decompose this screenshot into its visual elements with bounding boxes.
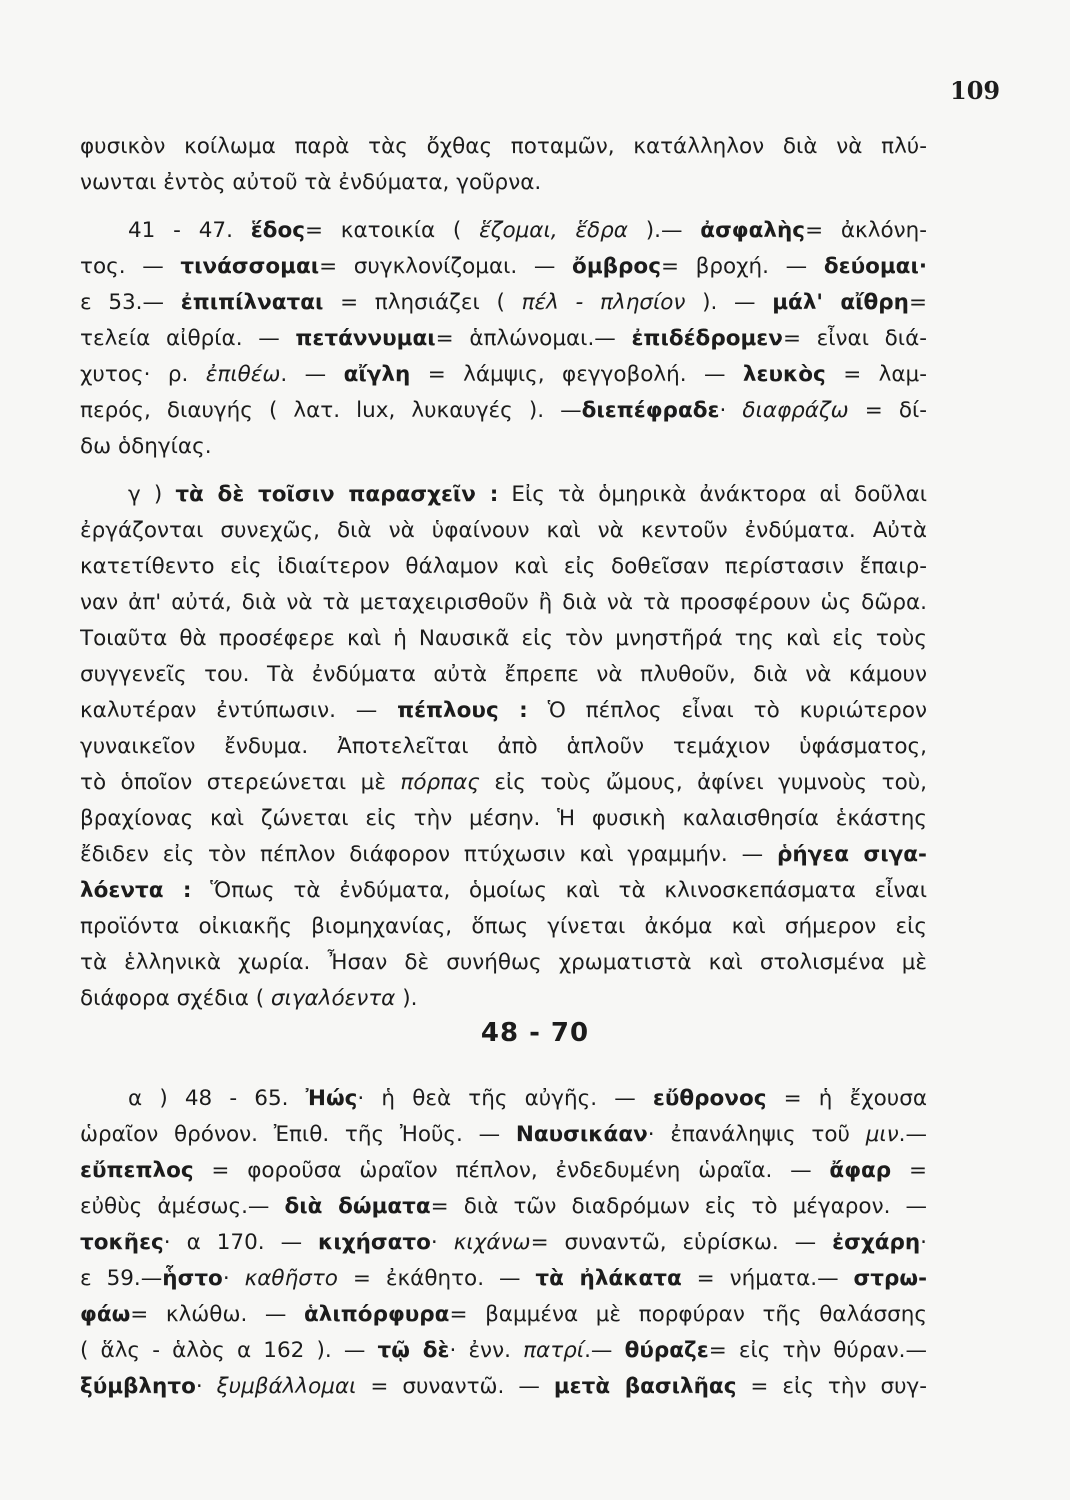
text-line: φυσικὸν κοίλωμα παρὰ τὰς ὄχθας ποταμῶν, κατάλληλον διὰ νὰ πλύ- — [80, 134, 927, 159]
text-line: γυναικεῖον ἔνδυμα. Ἀποτελεῖται ἀπὸ ἁπλοῦν τεμάχιον ὑφάσματος, — [80, 734, 927, 759]
text-line: νωνται ἐντὸς αὐτοῦ τὰ ἐνδύματα, γοῦρνα. — [80, 170, 542, 195]
text-line: δω ὁδηγίας. — [80, 434, 212, 459]
text-line: ξύμβλητο· ξυμβάλλομαι = συναντῶ. — μετὰ βασιλῆας = εἰς τὴν συγ- — [80, 1374, 927, 1399]
text-line: τὰ ἑλληνικὰ χωρία. Ἦσαν δὲ συνήθως χρωματιστὰ καὶ στολισμένα μὲ — [80, 950, 927, 975]
text-line: ( ἅλς - ἁλὸς α 162 ). — τῷ δὲ· ἐνν. πατρί.— θύραζε= εἰς τὴν θύραν.— — [80, 1338, 927, 1363]
text-line: χυτος· ρ. ἐπιθέω. — αἴγλη = λάμψις, φεγγοβολή. — λευκὸς = λαμ- — [80, 362, 927, 387]
text-line: 41 - 47. ἕδος= κατοικία ( ἕζομαι, ἕδρα ).— ἀσφαλὴς= ἀκλόνη- — [128, 218, 927, 243]
text-line: βραχίονας καὶ ζώνεται εἰς τὴν μέσην. Ἡ φυσικὴ καλαισθησία ἑκάστης — [80, 806, 927, 831]
text-line: ε 53.— ἐπιπίλναται = πλησιάζει ( πέλ - πλησίον ). — μάλ' αἴθρη= — [80, 290, 927, 315]
text-line: ὡραῖον θρόνον. Ἐπιθ. τῆς Ἠοῦς. — Ναυσικάαν· ἐπανάληψις τοῦ μιν.— — [80, 1122, 927, 1147]
text-line: διάφορα σχέδια ( σιγαλόεντα ). — [80, 986, 418, 1011]
text-line: λόεντα : Ὅπως τὰ ἐνδύματα, ὁμοίως καὶ τὰ κλινοσκεπάσματα εἶναι — [80, 878, 927, 903]
text-line: καλυτέραν ἐντύπωσιν. — πέπλους : Ὁ πέπλος εἶναι τὸ κυριώτερον — [80, 698, 927, 723]
text-line: ε 59.—ἧστο· καθῆστο = ἐκάθητο. — τὰ ἠλάκατα = νήματα.— στρω- — [80, 1266, 927, 1291]
text-line: προϊόντα οἰκιακῆς βιομηχανίας, ὅπως γίνεται ἀκόμα καὶ σήμερον εἰς — [80, 914, 927, 939]
text-line: τος. — τινάσσομαι= συγκλονίζομαι. — ὄμβρος= βροχή. — δεύομαι· — [80, 254, 927, 279]
text-line: ναν ἀπ' αὐτά, διὰ νὰ τὰ μεταχειρισθοῦν ἢ διὰ νὰ τὰ προσφέρουν ὡς δῶρα. — [80, 590, 927, 615]
text-line: τελεία αἰθρία. — πετάννυμαι= ἁπλώνομαι.— ἐπιδέδρομεν= εἶναι διά- — [80, 326, 927, 351]
text-line: εὔπεπλος = φοροῦσα ὡραῖον πέπλον, ἐνδεδυμένη ὡραῖα. — ἄφαρ = — [80, 1158, 927, 1183]
text-line: τὸ ὁποῖον στερεώνεται μὲ πόρπας εἰς τοὺς ὤμους, ἀφίνει γυμνοὺς τοὺ, — [80, 770, 927, 795]
text-line: α ) 48 - 65. Ἠώς· ἡ θεὰ τῆς αὐγῆς. — εὔθρονος = ἡ ἔχουσα — [128, 1086, 927, 1111]
text-line: συγγενεῖς του. Τὰ ἐνδύματα αὐτὰ ἔπρεπε νὰ πλυθοῦν, διὰ νὰ κάμουν — [80, 662, 927, 687]
page-number: 109 — [950, 76, 1001, 105]
text-line: ἔδιδεν εἰς τὸν πέπλον διάφορον πτύχωσιν καὶ γραμμήν. — ῥήγεα σιγα- — [80, 842, 927, 867]
text-line: κατετίθεντο εἰς ἰδιαίτερον θάλαμον καὶ εἰς δοθεῖσαν περίστασιν ἔπαιρ- — [80, 554, 927, 579]
text-line: φάω= κλώθω. — ἁλιπόρφυρα= βαμμένα μὲ πορφύραν τῆς θαλάσσης — [80, 1302, 927, 1327]
text-line: περός, διαυγής ( λατ. lux, λυκαυγές ). —διεπέφραδε· διαφράζω = δί- — [80, 398, 927, 423]
text-line: ἐργάζονται συνεχῶς, διὰ νὰ ὑφαίνουν καὶ νὰ κεντοῦν ἐνδύματα. Αὐτὰ — [80, 518, 927, 543]
section-heading: 48 - 70 — [480, 1018, 590, 1048]
text-line: τοκῆες· α 170. — κιχήσατο· κιχάνω= συναντῶ, εὑρίσκω. — ἐσχάρη· — [80, 1230, 927, 1255]
text-line: γ ) τὰ δὲ τοῖσιν παρασχεῖν : Εἰς τὰ ὁμηρικὰ ἀνάκτορα αἱ δοῦλαι — [128, 482, 927, 507]
text-line: Τοιαῦτα θὰ προσέφερε καὶ ἡ Ναυσικᾶ εἰς τὸν μνηστῆρά της καὶ εἰς τοὺς — [80, 626, 927, 651]
text-line: εὐθὺς ἀμέσως.— διὰ δώματα= διὰ τῶν διαδρόμων εἰς τὸ μέγαρον. — — [80, 1194, 927, 1219]
